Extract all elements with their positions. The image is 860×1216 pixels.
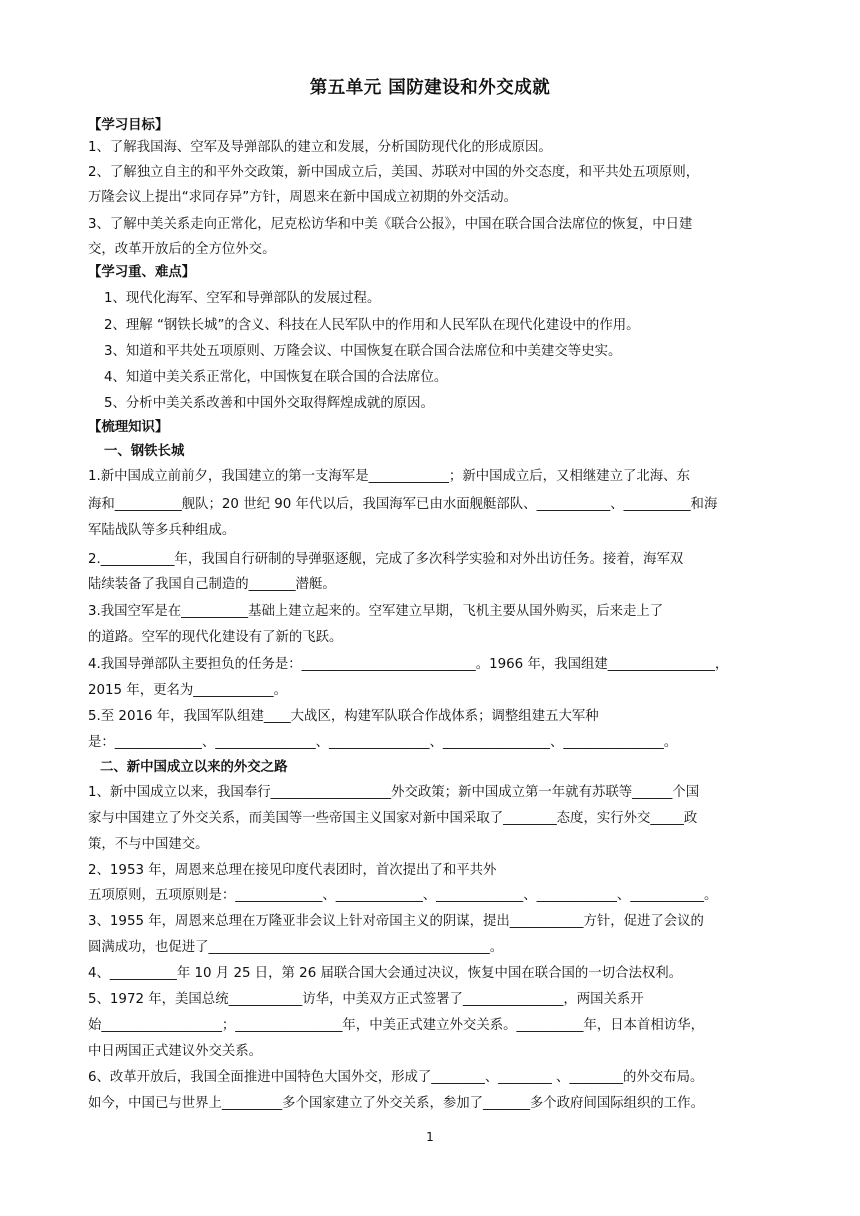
question-line: 2、1953 年，周恩来总理在接见印度代表团时，首次提出了和平共外 xyxy=(88,863,497,878)
goal-line: 1、了解我国海、空军及导弹部队的建立和发展，分析国防现代化的形成原因。 xyxy=(88,140,552,155)
goal-line: 2、了解独立自主的和平外交政策，新中国成立后，美国、苏联对中国的外交态度，和平共处五项原则， xyxy=(88,165,700,180)
question-line: 6、改革开放后，我国全面推进中国特色大国外交，形成了________、________ 、________的外交布局。 xyxy=(88,1070,704,1085)
question-line: 4.我国导弹部队主要担负的任务是：__________________________。1966 年，我国组建________________， xyxy=(88,657,729,672)
question-line: 的道路。空军的现代化建设有了新的飞跃。 xyxy=(88,630,343,645)
question-line: 策，不与中国建交。 xyxy=(88,837,209,852)
question-line: 3.我国空军是在__________基础上建立起来的。空军建立早期，飞机主要从国外购买，后来走上了 xyxy=(88,604,664,619)
goal-line: 3、了解中美关系走向正常化，尼克松访华和中美《联合公报》，中国在联合国合法席位的恢复，中日建 xyxy=(88,217,693,232)
question-line: 1、新中国成立以来，我国奉行__________________外交政策；新中国成立第一年就有苏联等______个国 xyxy=(88,785,700,800)
question-line: 海和__________舰队；20 世纪 90 年代以后，我国海军已由水面舰艇部队、___________、__________和海 xyxy=(88,497,718,512)
section-heading: 一、钢铁长城 xyxy=(104,444,185,459)
keypoint-line: 1、现代化海军、空军和导弹部队的发展过程。 xyxy=(104,291,381,306)
section-heading: 二、新中国成立以来的外交之路 xyxy=(100,760,288,775)
keypoints-heading: 【学习重、难点】 xyxy=(88,265,196,280)
question-line: 始__________________；________________年，中美正式建立外交关系。__________年，日本首相访华， xyxy=(88,1018,704,1033)
question-line: 4、__________年 10 月 25 日，第 26 届联合国大会通过决议，恢复中国在联合国的一切合法权利。 xyxy=(88,966,683,981)
goal-line: 万隆会议上提出“求同存异”方针，周恩来在新中国成立初期的外交活动。 xyxy=(88,190,517,205)
question-line: 2.___________年，我国自行研制的导弹驱逐舰，完成了多次科学实验和对外出访任务。接着，海军双 xyxy=(88,552,684,567)
question-line: 2015 年，更名为____________。 xyxy=(88,683,288,698)
keypoint-line: 2、理解 “钢铁长城”的含义、科技在人民军队中的作用和人民军队在现代化建设中的作用。 xyxy=(104,318,640,333)
question-line: 中日两国正式建议外交关系。 xyxy=(88,1044,263,1059)
question-line: 3、1955 年，周恩来总理在万隆亚非会议上针对帝国主义的阴谋，提出___________方针，促进了会议的 xyxy=(88,914,704,929)
question-line: 军陆战队等多兵种组成。 xyxy=(88,523,236,538)
question-line: 五项原则，五项原则是：_____________、_____________、_____________、____________、___________。 xyxy=(88,888,718,903)
question-line: 陆续装备了我国自己制造的_______潜艇。 xyxy=(88,577,336,592)
knowledge-heading: 【梳理知识】 xyxy=(88,420,169,435)
page-number: 1 xyxy=(426,1130,434,1144)
question-line: 家与中国建立了外交关系，而美国等一些帝国主义国家对新中国采取了________态度，实行外交_____政 xyxy=(88,811,698,826)
keypoint-line: 4、知道中美关系正常化，中国恢复在联合国的合法席位。 xyxy=(104,370,448,385)
question-line: 如今，中国已与世界上_________多个国家建立了外交关系，参加了_______多个政府间国际组织的工作。 xyxy=(88,1096,704,1111)
question-line: 5、1972 年，美国总统___________访华，中美双方正式签署了_______________，两国关系开 xyxy=(88,992,644,1007)
goals-heading: 【学习目标】 xyxy=(88,118,169,133)
question-line: 5.至 2016 年，我国军队组建____大战区，构建军队联合作战体系；调整组建五大军种 xyxy=(88,709,599,724)
question-line: 是：_____________、_______________、_______________、________________、_______________。 xyxy=(88,735,678,750)
question-line: 1.新中国成立前前夕，我国建立的第一支海军是____________；新中国成立后，又相继建立了北海、东 xyxy=(88,469,690,484)
page-title: 第五单元 国防建设和外交成就 xyxy=(309,78,551,98)
question-line: 圆满成功，也促进了__________________________________________。 xyxy=(88,940,504,955)
goal-line: 交，改革开放后的全方位外交。 xyxy=(88,242,276,257)
keypoint-line: 3、知道和平共处五项原则、万隆会议、中国恢复在联合国合法席位和中美建交等史实。 xyxy=(104,344,622,359)
keypoint-line: 5、分析中美关系改善和中国外交取得辉煌成就的原因。 xyxy=(104,396,434,411)
